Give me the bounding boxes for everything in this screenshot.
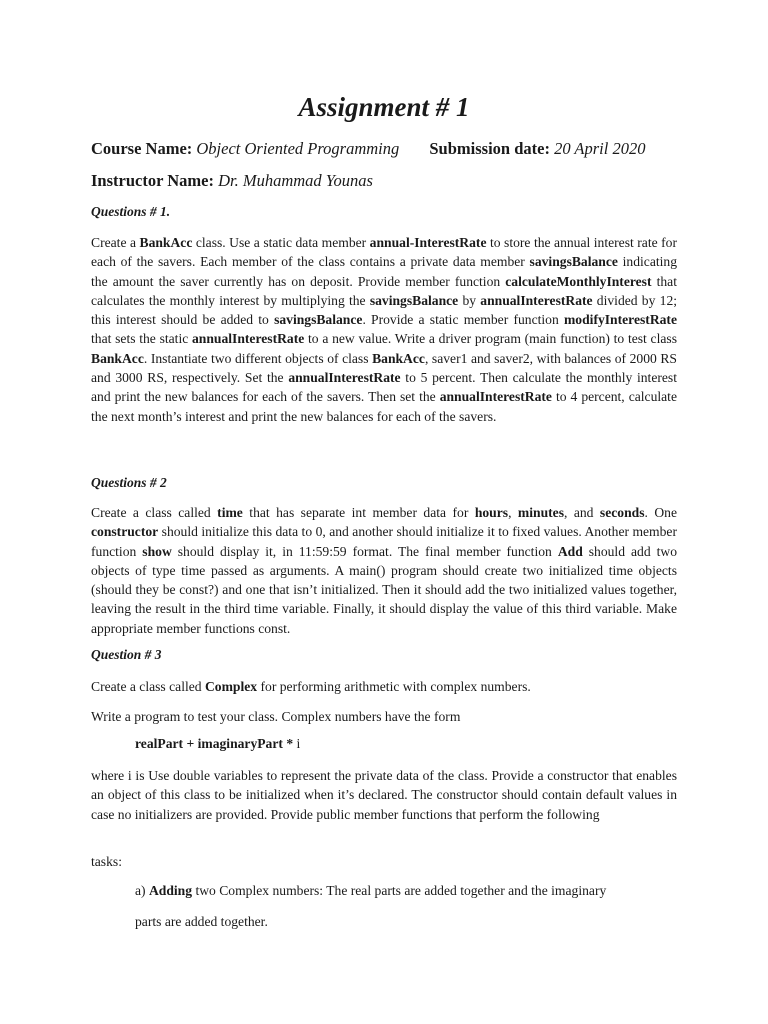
submission-date-label: Submission date: (429, 139, 550, 158)
task-item-a: a) Adding two Complex numbers: The real parts are added together and the imaginary (135, 883, 607, 898)
submission-date-value: 20 April 2020 (554, 139, 646, 158)
complex-formula: realPart + imaginaryPart * i (135, 736, 301, 751)
course-row (91, 139, 645, 159)
instructor-row (91, 171, 373, 191)
question-1-heading: Questions # 1. (91, 204, 171, 219)
assignment-title: Assignment # 1 (298, 92, 470, 122)
instructor-name-label: Instructor Name: (91, 171, 214, 190)
tasks-label: tasks: (91, 854, 122, 869)
question-2-heading: Questions # 2 (91, 475, 167, 490)
course-name-value: Object Oriented Programming (196, 139, 400, 158)
question-3-body: where i is Use double variables to represent the private data of the class. Provide a constructor that enables an object of this class to be initialized when it’s declared. The constructor should contain default values in case no initializers are provided. Provide public member functions that perform the following (91, 768, 677, 822)
question-2-body: Create a class called time that has separate int member data for hours, minutes, and seconds. One constructor should initialize this data to 0, and another should initialize it to fixed values. Another member function show should display it, in 11:59:59 format. The final member function Add should add two objects of type time passed as arguments. A main() program should create two initialized time objects (should they be const?) and one that isn’t initialized. Then it should add the two initialized values together, leaving the result in the third time variable. Finally, it should display the value of this third variable. Make appropriate member functions const. (91, 505, 677, 636)
question-1-body: Create a BankAcc class. Use a static data member annual-InterestRate to store the annual interest rate for each of the savers. Each member of the class contains a private data member savingsBalance indicating the amount the saver currently has on deposit. Provide member function calculateMonthlyInterest that calculates the monthly interest by multiplying the savingsBalance by annualInterestRate divided by 12; this interest should be added to savingsBalance. Provide a static member function modifyInterestRate that sets the static annualInterestRate to a new value. Write a driver program (main function) to test class BankAcc. Instantiate two different objects of class BankAcc, saver1 and saver2, with balances of 2000 RS and 3000 RS, respectively. Set the annualInterestRate to 5 percent. Then calculate the monthly interest and print the new balances for each of the savers. Then set the annualInterestRate to 4 percent, calculate the next month’s interest and print the new balances for each of the savers. (91, 235, 678, 424)
question-3-form-line: Write a program to test your class. Complex numbers have the form (91, 709, 461, 724)
task-item-a-continued: parts are added together. (135, 914, 268, 929)
instructor-name-value: Dr. Muhammad Younas (218, 171, 373, 190)
question-3-heading: Question # 3 (91, 647, 162, 662)
course-name-label: Course Name: (91, 139, 193, 158)
question-3-intro: Create a class called Complex for performing arithmetic with complex numbers. (91, 679, 531, 694)
